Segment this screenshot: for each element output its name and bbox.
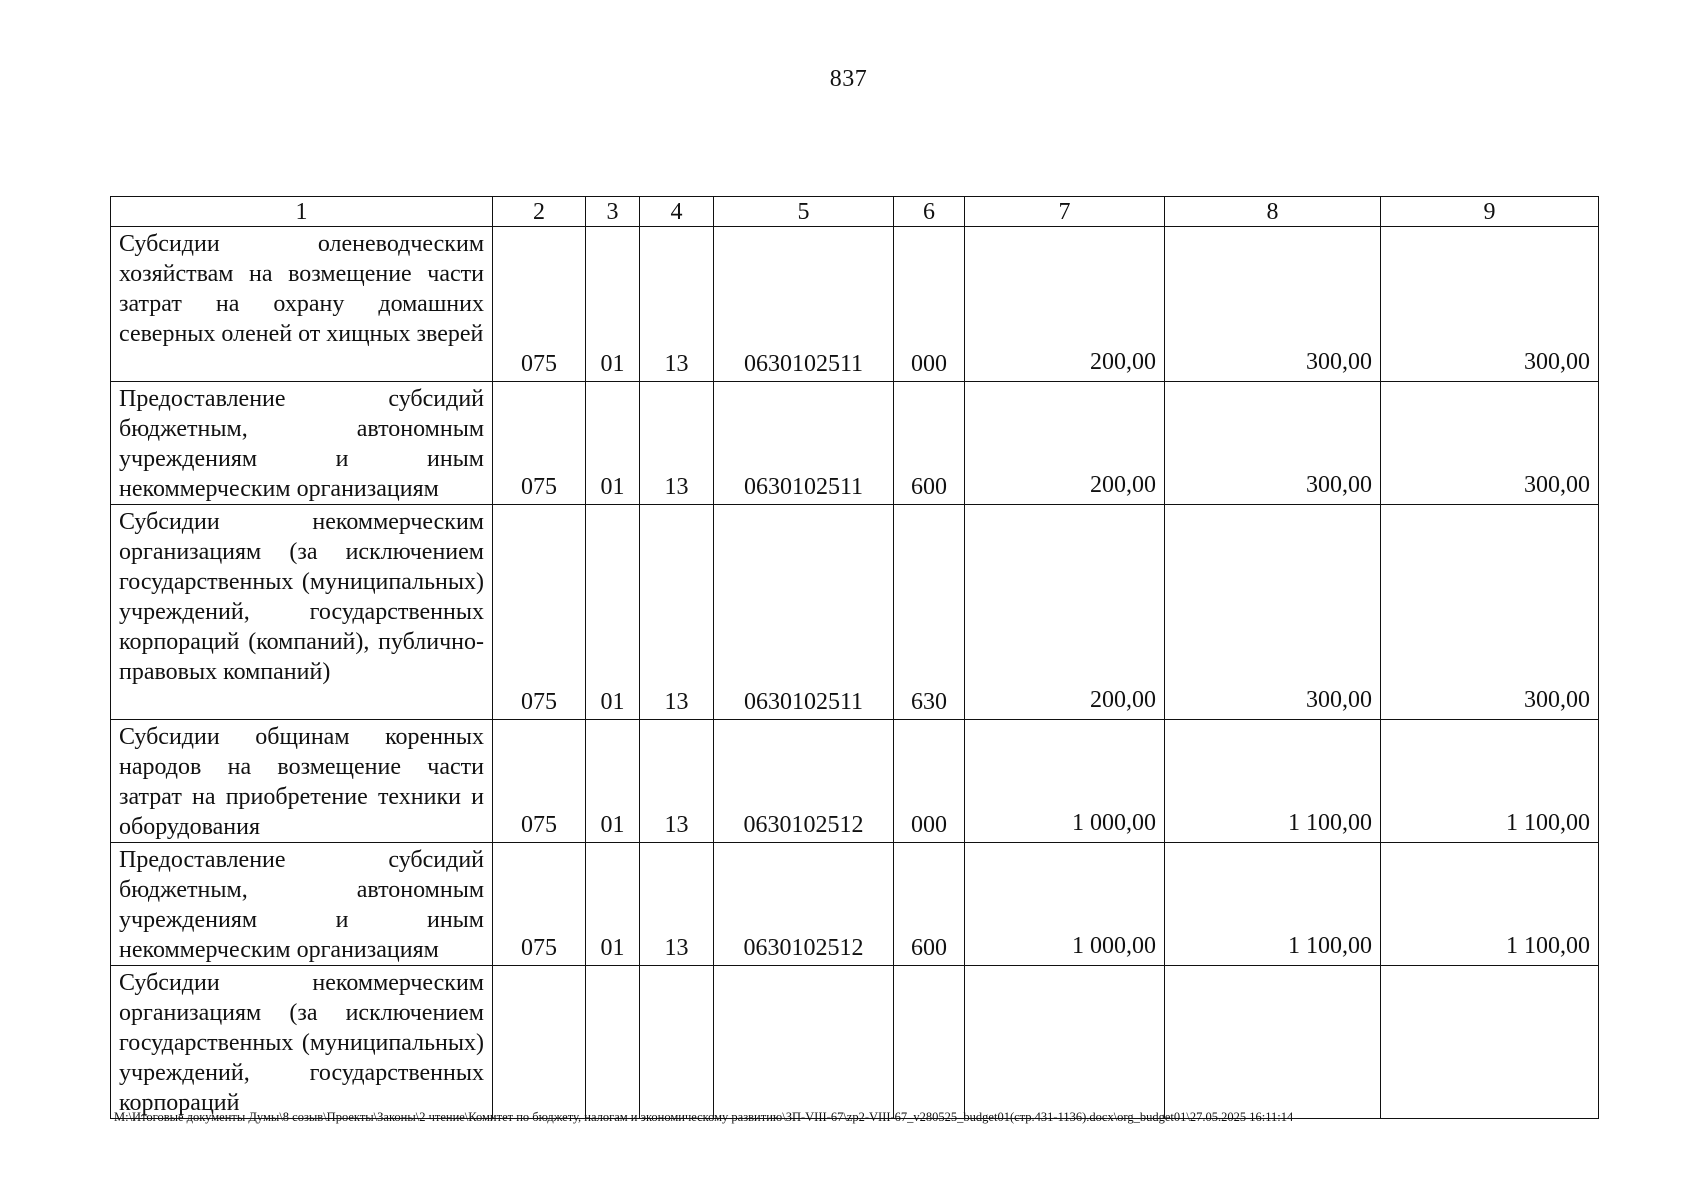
row-vr: 000 (894, 227, 965, 382)
row-value-9: 300,00 (1381, 227, 1599, 382)
row-name: Предоставление субсидий бюджетным, автономным учреждениям и иным некоммерческим организациям (111, 843, 493, 966)
row-value-8: 300,00 (1165, 382, 1381, 505)
row-csr: 0630102511 (714, 382, 894, 505)
row-csr (714, 966, 894, 1119)
row-value-7: 200,00 (965, 382, 1165, 505)
table-row (111, 505, 1599, 720)
row-rz: 01 (586, 843, 640, 966)
row-value-7 (965, 966, 1165, 1119)
row-pr: 13 (640, 505, 714, 720)
header-col-2: 2 (493, 197, 586, 227)
row-ved: 075 (493, 505, 586, 720)
row-ved: 075 (493, 720, 586, 843)
row-pr: 13 (640, 720, 714, 843)
row-name: Субсидии некоммерческим организациям (за исключением государственных (муниципальных) учреждений, государственных корпораций (компаний), публично-правовых компаний) (111, 505, 493, 720)
row-vr (894, 966, 965, 1119)
row-value-9: 1 100,00 (1381, 843, 1599, 966)
header-col-7: 7 (965, 197, 1165, 227)
row-ved: 075 (493, 843, 586, 966)
row-pr (640, 966, 714, 1119)
row-value-7: 1 000,00 (965, 843, 1165, 966)
row-csr: 0630102512 (714, 720, 894, 843)
header-col-9: 9 (1381, 197, 1599, 227)
row-csr: 0630102511 (714, 227, 894, 382)
row-csr: 0630102512 (714, 843, 894, 966)
row-vr: 000 (894, 720, 965, 843)
header-col-5: 5 (714, 197, 894, 227)
row-name: Субсидии общинам коренных народов на возмещение части затрат на приобретение техники и оборудования (111, 720, 493, 843)
row-rz: 01 (586, 227, 640, 382)
row-rz (586, 966, 640, 1119)
table-row (111, 966, 1599, 1119)
table-row (111, 227, 1599, 382)
row-value-8 (1165, 966, 1381, 1119)
row-ved: 075 (493, 382, 586, 505)
header-col-4: 4 (640, 197, 714, 227)
row-csr: 0630102511 (714, 505, 894, 720)
table-row (111, 382, 1599, 505)
document-file-path: M:\Итоговые документы Думы\8 созыв\Проекты\Законы\2 чтение\Комитет по бюджету, налогам и экономическому развитию\ЗП-VIII-67\zp2-VIII-67_v280525_budget01(стр.431-1136).docx\org_budget01\27.05.2025 16:11:14 (114, 1110, 1294, 1124)
row-value-7: 200,00 (965, 227, 1165, 382)
row-rz: 01 (586, 720, 640, 843)
header-col-1: 1 (111, 197, 493, 227)
row-ved: 075 (493, 227, 586, 382)
header-col-3: 3 (586, 197, 640, 227)
row-value-9: 300,00 (1381, 382, 1599, 505)
row-value-8: 300,00 (1165, 505, 1381, 720)
row-rz: 01 (586, 505, 640, 720)
row-value-7: 200,00 (965, 505, 1165, 720)
row-value-9 (1381, 966, 1599, 1119)
row-pr: 13 (640, 843, 714, 966)
budget-table (110, 196, 1599, 1119)
row-vr: 630 (894, 505, 965, 720)
row-value-8: 1 100,00 (1165, 843, 1381, 966)
row-value-7: 1 000,00 (965, 720, 1165, 843)
row-value-9: 1 100,00 (1381, 720, 1599, 843)
header-col-6: 6 (894, 197, 965, 227)
row-value-9: 300,00 (1381, 505, 1599, 720)
row-pr: 13 (640, 227, 714, 382)
row-vr: 600 (894, 843, 965, 966)
row-ved (493, 966, 586, 1119)
row-value-8: 300,00 (1165, 227, 1381, 382)
table-row (111, 720, 1599, 843)
row-rz: 01 (586, 382, 640, 505)
row-vr: 600 (894, 382, 965, 505)
header-row (111, 197, 1599, 227)
page-number: 837 (829, 66, 868, 92)
row-name: Субсидии оленеводческим хозяйствам на возмещение части затрат на охрану домашних северных оленей от хищных зверей (111, 227, 493, 382)
row-value-8: 1 100,00 (1165, 720, 1381, 843)
row-name: Предоставление субсидий бюджетным, автономным учреждениям и иным некоммерческим организациям (111, 382, 493, 505)
table-row (111, 843, 1599, 966)
header-col-8: 8 (1165, 197, 1381, 227)
row-pr: 13 (640, 382, 714, 505)
row-name: Субсидии некоммерческим организациям (за исключением государственных (муниципальных) учреждений, государственных корпораций (111, 966, 493, 1119)
